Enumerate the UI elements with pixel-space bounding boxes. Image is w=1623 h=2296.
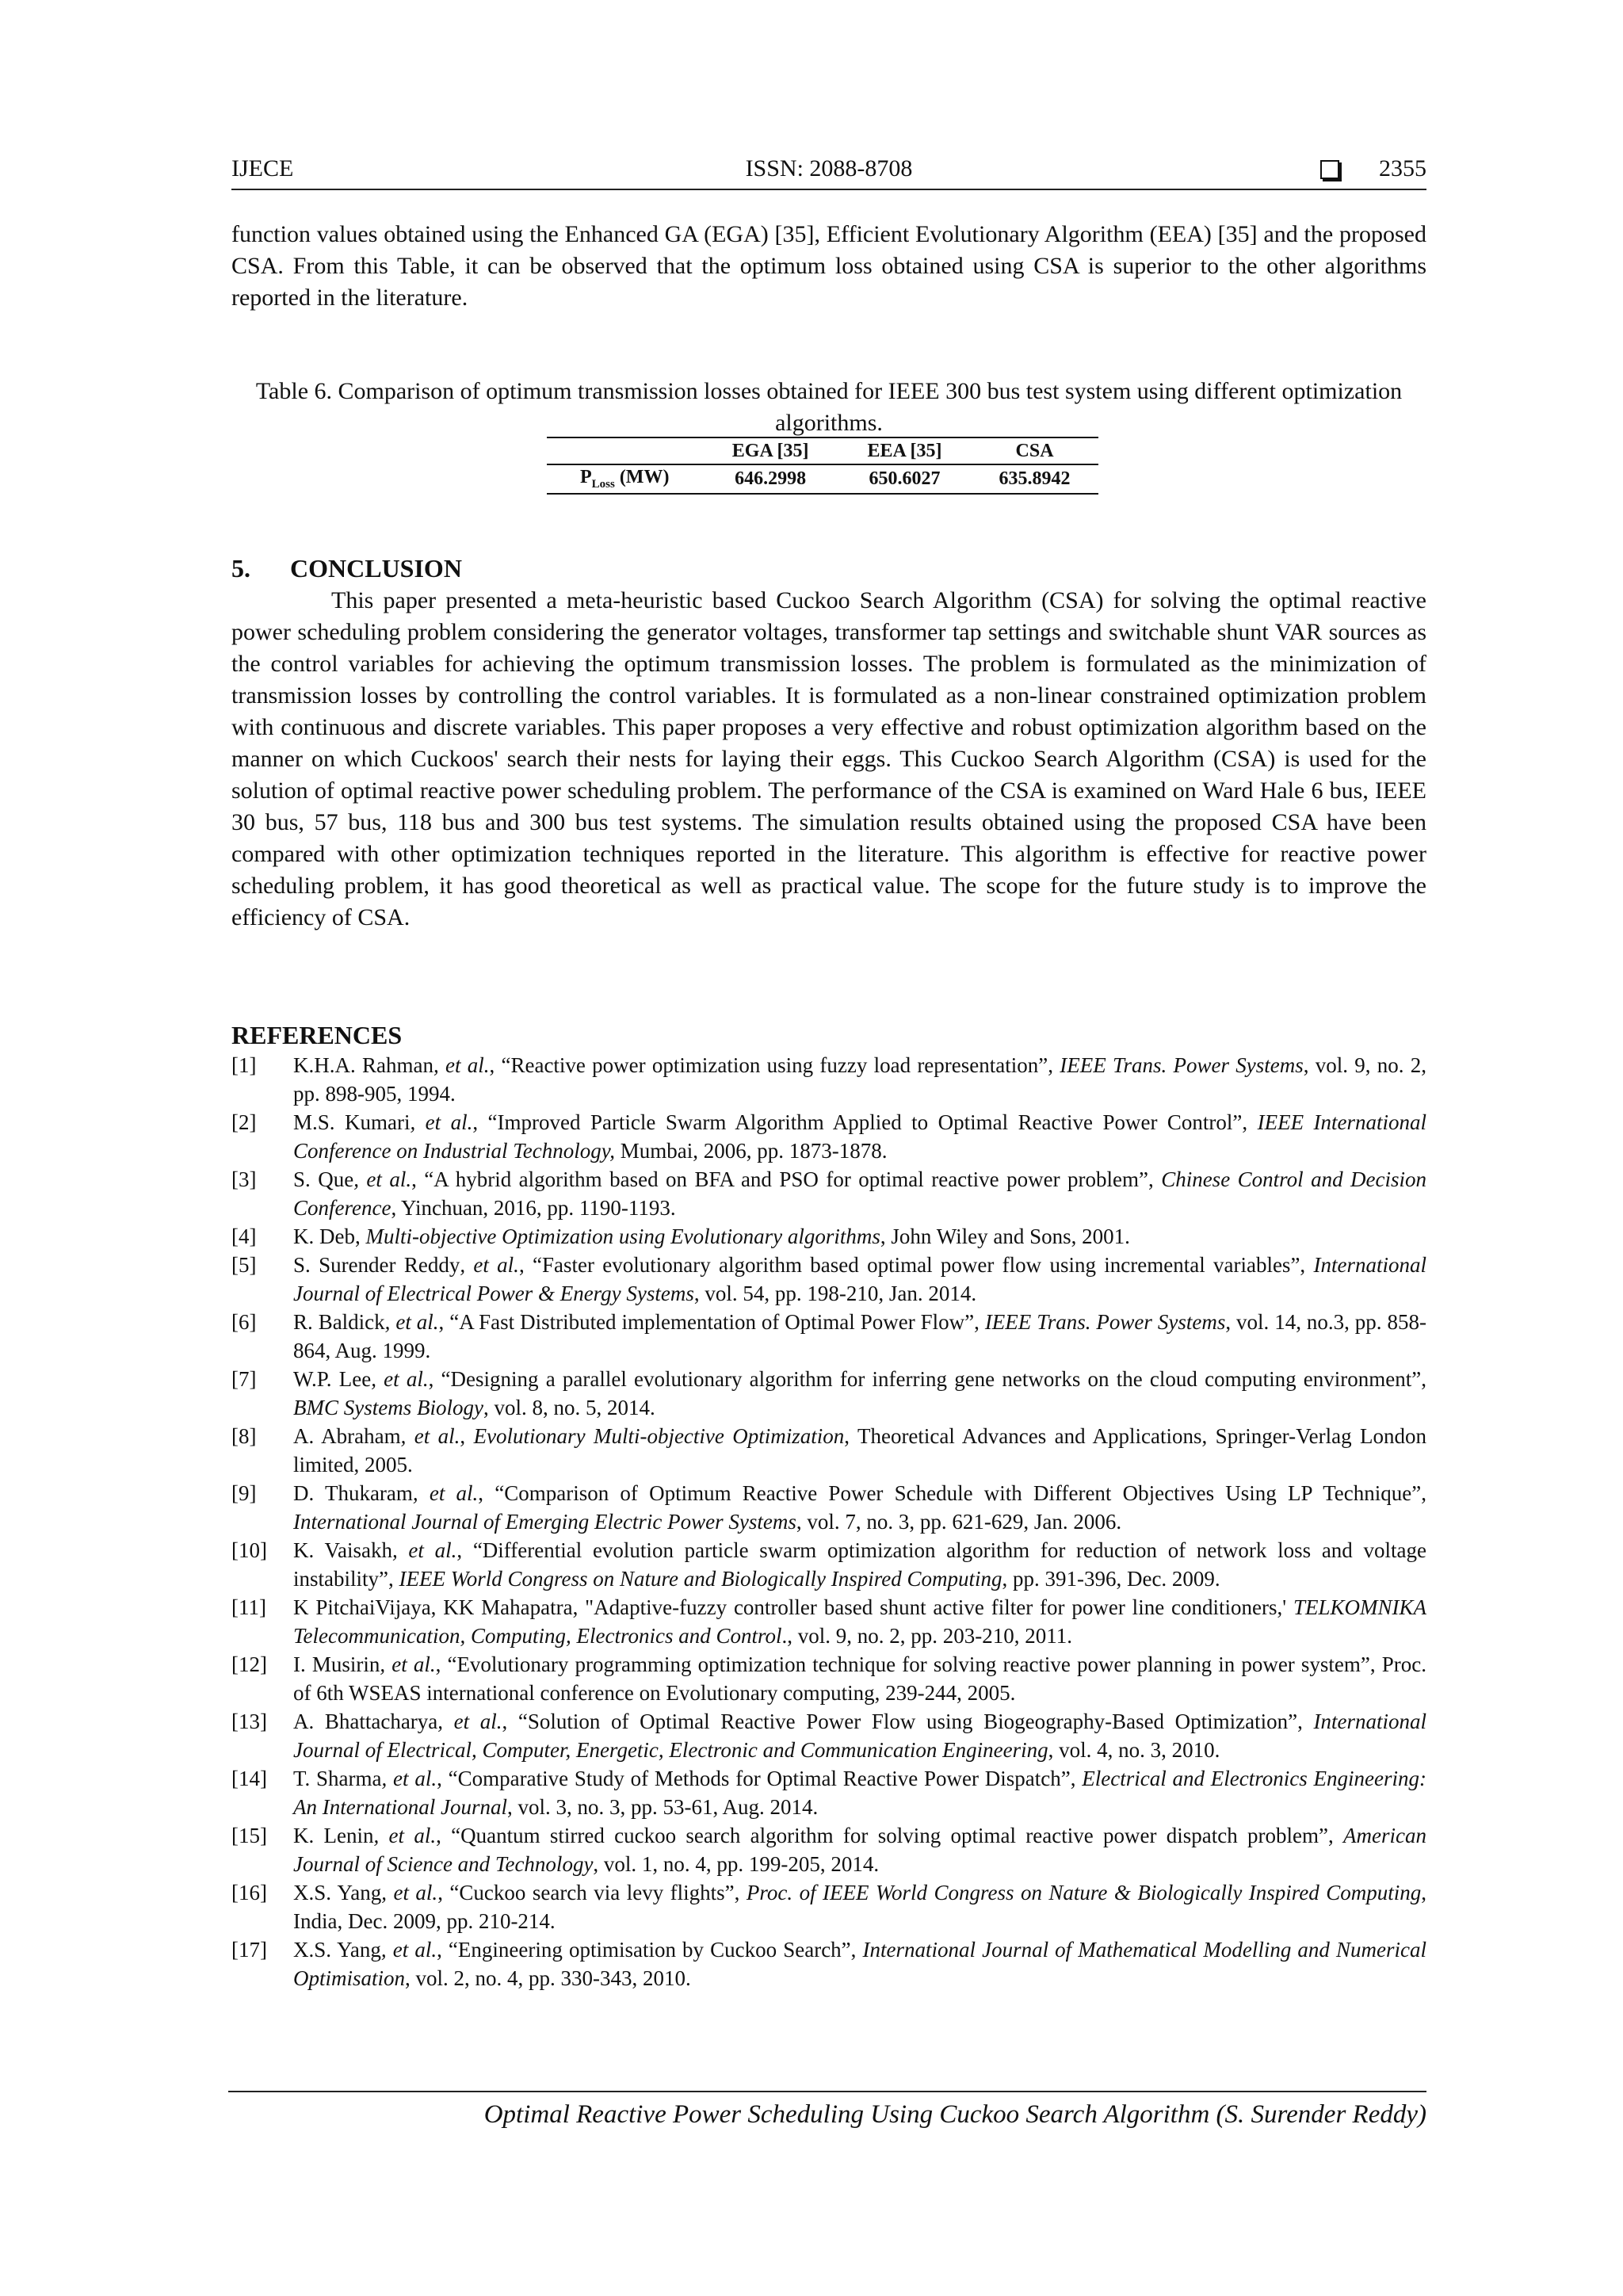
reference-title: , “A hybrid algorithm based on BFA and PSO for optimal reactive power problem”, — [411, 1167, 1162, 1191]
table-caption: Table 6. Comparison of optimum transmission losses obtained for IEEE 300 bus test system using different optimization algorithms. — [255, 378, 1403, 436]
reference-authors: M.S. Kumari — [293, 1110, 411, 1134]
reference-authors: T. Sharma — [293, 1767, 382, 1790]
reference-details: Mumbai, 2006, pp. 1873-1878. — [614, 1139, 888, 1163]
reference-etal: , et al. — [353, 1167, 412, 1191]
reference-etal: , et al. — [460, 1253, 519, 1277]
table-row — [547, 464, 1098, 494]
reference-number: [12] — [231, 1652, 267, 1676]
reference-details: ., vol. 9, no. 2, pp. 203-210, 2011. — [781, 1624, 1072, 1648]
reference-item — [231, 1650, 1426, 1707]
reference-details: , pp. 391-396, Dec. 2009. — [1002, 1567, 1220, 1591]
square-bullet-icon — [1320, 160, 1339, 179]
reference-number: [8] — [231, 1424, 257, 1448]
reference-number: [11] — [231, 1595, 266, 1619]
reference-venue: American Journal of Science and Technology — [293, 1824, 1426, 1876]
reference-venue: IEEE Trans. Power Systems — [1060, 1053, 1304, 1077]
reference-item — [231, 1222, 1426, 1251]
reference-title: , “Improved Particle Swarm Algorithm Applied to Optimal Reactive Power Control”, — [472, 1110, 1258, 1134]
reference-venue: Electrical and Electronics Engineering: An International Journal — [293, 1767, 1426, 1819]
reference-item — [231, 1308, 1426, 1365]
reference-item — [231, 1479, 1426, 1536]
reference-number: [1] — [231, 1053, 257, 1077]
reference-item — [231, 1821, 1426, 1878]
reference-title: , “Solution of Optimal Reactive Power Flow using Biogeography-Based Optimization”, — [502, 1710, 1314, 1733]
row-label: $P_{Loss}$ (MW) — [579, 467, 670, 491]
column-header: EEA [35] — [867, 440, 942, 461]
reference-number: [9] — [231, 1481, 257, 1505]
reference-authors: A. Abraham — [293, 1424, 401, 1448]
reference-number: [7] — [231, 1367, 257, 1391]
reference-details: , vol. 7, no. 3, pp. 621-629, Jan. 2006. — [796, 1510, 1122, 1534]
reference-details: , vol. 9, no. 2, pp. 898-905, 1994. — [293, 1053, 1426, 1106]
reference-etal: , et al. — [381, 1881, 438, 1904]
page-header — [231, 152, 1426, 190]
section-number: 5. — [231, 554, 250, 583]
reference-venue: BMC Systems Biology — [293, 1396, 483, 1419]
reference-etal: , et al. — [381, 1767, 437, 1790]
reference-title: , "Adaptive-fuzzy controller based shunt active filter for power line conditioners,' — [572, 1595, 1293, 1619]
reference-title: , “Engineering optimisation by Cuckoo Search”, — [437, 1938, 863, 1962]
reference-item — [231, 1707, 1426, 1764]
page-footer — [228, 2091, 1426, 2129]
column-header: CSA — [1015, 440, 1054, 461]
reference-item — [231, 1593, 1426, 1650]
reference-number: [10] — [231, 1538, 267, 1562]
reference-etal: , et al. — [412, 1481, 479, 1505]
reference-number: [3] — [231, 1167, 257, 1191]
issn: ISSN: 2088-8708 — [745, 155, 913, 181]
table-corner-cell — [547, 437, 702, 464]
reference-details: , vol. 54, pp. 198-210, Jan. 2014. — [693, 1282, 977, 1305]
intro-paragraph: function values obtained using the Enhanced GA (EGA) [35], Efficient Evolutionary Algorithm (EEA) [35] and the proposed CSA. From this Table, it can be observed that the optimum loss obtained using CSA is superior to the other algorithms reported in the literature. — [231, 221, 1426, 311]
reference-venue: Multi-objective Optimization using Evolutionary algorithms — [365, 1224, 880, 1248]
reference-venue: International Journal of Emerging Electric Power Systems — [293, 1510, 796, 1534]
reference-details: , India, Dec. 2009, pp. 210-214. — [293, 1881, 1426, 1933]
reference-list — [231, 1051, 1426, 1992]
reference-details: , vol. 8, no. 5, 2014. — [483, 1396, 655, 1419]
reference-authors: K.H.A. Rahman — [293, 1053, 433, 1077]
reference-item — [231, 1051, 1426, 1108]
reference-title: , “Comparison of Optimum Reactive Power Schedule with Different Objectives Using LP Technique”, — [478, 1481, 1426, 1505]
reference-title: , “Designing a parallel evolutionary algorithm for inferring gene networks on the cloud computing environment”, — [428, 1367, 1426, 1391]
reference-number: [2] — [231, 1110, 257, 1134]
column-header: EGA [35] — [731, 440, 809, 461]
reference-authors: S. Surender Reddy — [293, 1253, 460, 1277]
reference-venue: IEEE World Congress on Nature and Biologically Inspired Computing — [399, 1567, 1002, 1591]
reference-venue: IEEE International Conference on Industrial Technology, — [293, 1110, 1426, 1163]
reference-authors: R. Baldick — [293, 1310, 385, 1334]
reference-venue: Chinese Control and Decision Conference — [293, 1167, 1427, 1220]
section-heading — [231, 554, 462, 583]
reference-venue: Proc. of IEEE World Congress on Nature & Biologically Inspired Computing — [746, 1881, 1422, 1904]
table-cell: 650.6027 — [869, 468, 941, 489]
reference-authors: K. Lenin — [293, 1824, 374, 1847]
reference-number: [6] — [231, 1310, 257, 1334]
reference-etal: , et al. — [400, 1424, 460, 1448]
reference-venue: Evolutionary Multi-objective Optimization — [473, 1424, 845, 1448]
reference-etal: , et al. — [373, 1824, 437, 1847]
reference-authors: D. Thukaram — [293, 1481, 413, 1505]
reference-item — [231, 1536, 1426, 1593]
reference-title: , “Comparative Study of Methods for Optimal Reactive Power Dispatch”, — [437, 1767, 1083, 1790]
reference-details: , John Wiley and Sons, 2001. — [880, 1224, 1130, 1248]
reference-details: , vol. 1, no. 4, pp. 199-205, 2014. — [593, 1852, 880, 1876]
reference-title: , “Faster evolutionary algorithm based optimal power flow using incremental variables”, — [518, 1253, 1314, 1277]
reference-details: , vol. 3, no. 3, pp. 53-61, Aug. 2014. — [506, 1795, 819, 1819]
reference-venue: TELKOMNIKA Telecommunication, Computing, Electronics and Control — [293, 1595, 1426, 1648]
reference-etal: , et al. — [380, 1652, 436, 1676]
reference-details: , vol. 4, no. 3, 2010. — [1048, 1738, 1220, 1762]
reference-item — [231, 1251, 1426, 1308]
reference-title: , “Cuckoo search via levy flights”, — [437, 1881, 747, 1904]
reference-details: , vol. 2, no. 4, pp. 330-343, 2010. — [405, 1966, 691, 1990]
reference-item — [231, 1165, 1426, 1222]
reference-etal: , et al. — [410, 1110, 473, 1134]
references-heading: REFERENCES — [231, 1021, 403, 1049]
reference-details: , Theoretical Advances and Applications, Springer-Verlag London limited, 2005. — [293, 1424, 1426, 1477]
reference-item — [231, 1935, 1426, 1992]
reference-etal: , et al. — [437, 1710, 502, 1733]
reference-etal: , et al. — [391, 1538, 457, 1562]
reference-venue: International Journal of Electrical, Computer, Energetic, Electronic and Communication Engineering — [293, 1710, 1426, 1762]
reference-number: [14] — [231, 1767, 267, 1790]
reference-number: [13] — [231, 1710, 267, 1733]
reference-title: , “Differential evolution particle swarm optimization algorithm for reduction of network loss and voltage instability”, — [293, 1538, 1426, 1591]
reference-authors: A. Bhattacharya — [293, 1710, 438, 1733]
reference-number: [16] — [231, 1881, 267, 1904]
reference-number: [4] — [231, 1224, 257, 1248]
section-title: CONCLUSION — [290, 554, 462, 583]
reference-number: [17] — [231, 1938, 267, 1962]
reference-title: , “Evolutionary programming optimization technique for solving reactive power planning in power system”, — [435, 1652, 1382, 1676]
reference-etal: , et al. — [371, 1367, 429, 1391]
reference-item — [231, 1108, 1426, 1165]
table-header-row — [547, 437, 1098, 464]
reference-authors: S. Que — [293, 1167, 354, 1191]
reference-details: , vol. 14, no.3, pp. 858-864, Aug. 1999. — [293, 1310, 1426, 1362]
reference-authors: X.S. Yang — [293, 1938, 381, 1962]
reference-item — [231, 1365, 1426, 1422]
reference-authors: K PitchaiVijaya, KK Mahapatra — [293, 1595, 573, 1619]
table-cell: 646.2998 — [735, 468, 807, 489]
table-6 — [547, 437, 1098, 495]
reference-item — [231, 1764, 1426, 1821]
reference-details: , Yinchuan, 2016, pp. 1190-1193. — [391, 1196, 676, 1220]
reference-title: , — [460, 1424, 474, 1448]
reference-venue: IEEE Trans. Power Systems — [984, 1310, 1226, 1334]
reference-etal: , et al. — [380, 1938, 437, 1962]
table-cell: 635.8942 — [999, 468, 1071, 489]
journal-name: IJECE — [231, 155, 294, 181]
reference-title: , “A Fast Distributed implementation of Optimal Power Flow”, — [438, 1310, 985, 1334]
page-number: 2355 — [1379, 155, 1426, 181]
reference-venue: International Journal of Mathematical Modelling and Numerical Optimisation — [293, 1938, 1426, 1990]
reference-authors: K. Deb — [293, 1224, 355, 1248]
reference-title: , “Reactive power optimization using fuzzy load representation”, — [489, 1053, 1060, 1077]
reference-venue: International Journal of Electrical Power & Energy Systems — [293, 1253, 1426, 1305]
reference-etal: , et al. — [384, 1310, 439, 1334]
reference-number: [5] — [231, 1253, 257, 1277]
reference-authors: K. Vaisakh — [293, 1538, 392, 1562]
reference-item — [231, 1422, 1426, 1479]
reference-authors: W.P. Lee — [293, 1367, 372, 1391]
reference-title: , — [354, 1224, 366, 1248]
reference-number: [15] — [231, 1824, 267, 1847]
reference-title: , “Quantum stirred cuckoo search algorithm for solving optimal reactive power dispatch problem”, — [436, 1824, 1344, 1847]
reference-etal: , et al. — [433, 1053, 490, 1077]
reference-authors: X.S. Yang — [293, 1881, 382, 1904]
reference-authors: I. Musirin — [293, 1652, 380, 1676]
reference-details: Proc. of 6th WSEAS international conference on Evolutionary computing, 239-244, 2005. — [293, 1652, 1427, 1705]
reference-item — [231, 1878, 1426, 1935]
conclusion-paragraph: This paper presented a meta-heuristic based Cuckoo Search Algorithm (CSA) for solving the optimal reactive power scheduling problem considering the generator voltages, transformer tap settings and switchable shunt VAR sources as the control variables for achieving the optimum transmission losses. The problem is formulated as the minimization of transmission losses by controlling the control variables. It is formulated as a non-linear constrained optimization problem with continuous and discrete variables. This paper proposes a very effective and robust optimization algorithm based on the manner on which Cuckoos' search their nests for laying their eggs. This Cuckoo Search Algorithm (CSA) is used for the solution of optimal reactive power scheduling problem. The performance of the CSA is examined on Ward Hale 6 bus, IEEE 30 bus, 57 bus, 118 bus and 300 bus test systems. The simulation results obtained using the proposed CSA have been compared with other optimization techniques reported in the literature. This algorithm is effective for reactive power scheduling problem, it has good theoretical as well as practical value. The scope for the future study is to improve the efficiency of CSA. — [231, 587, 1426, 930]
footer-running-title: Optimal Reactive Power Scheduling Using Cuckoo Search Algorithm (S. Surender Reddy) — [483, 2100, 1426, 2129]
